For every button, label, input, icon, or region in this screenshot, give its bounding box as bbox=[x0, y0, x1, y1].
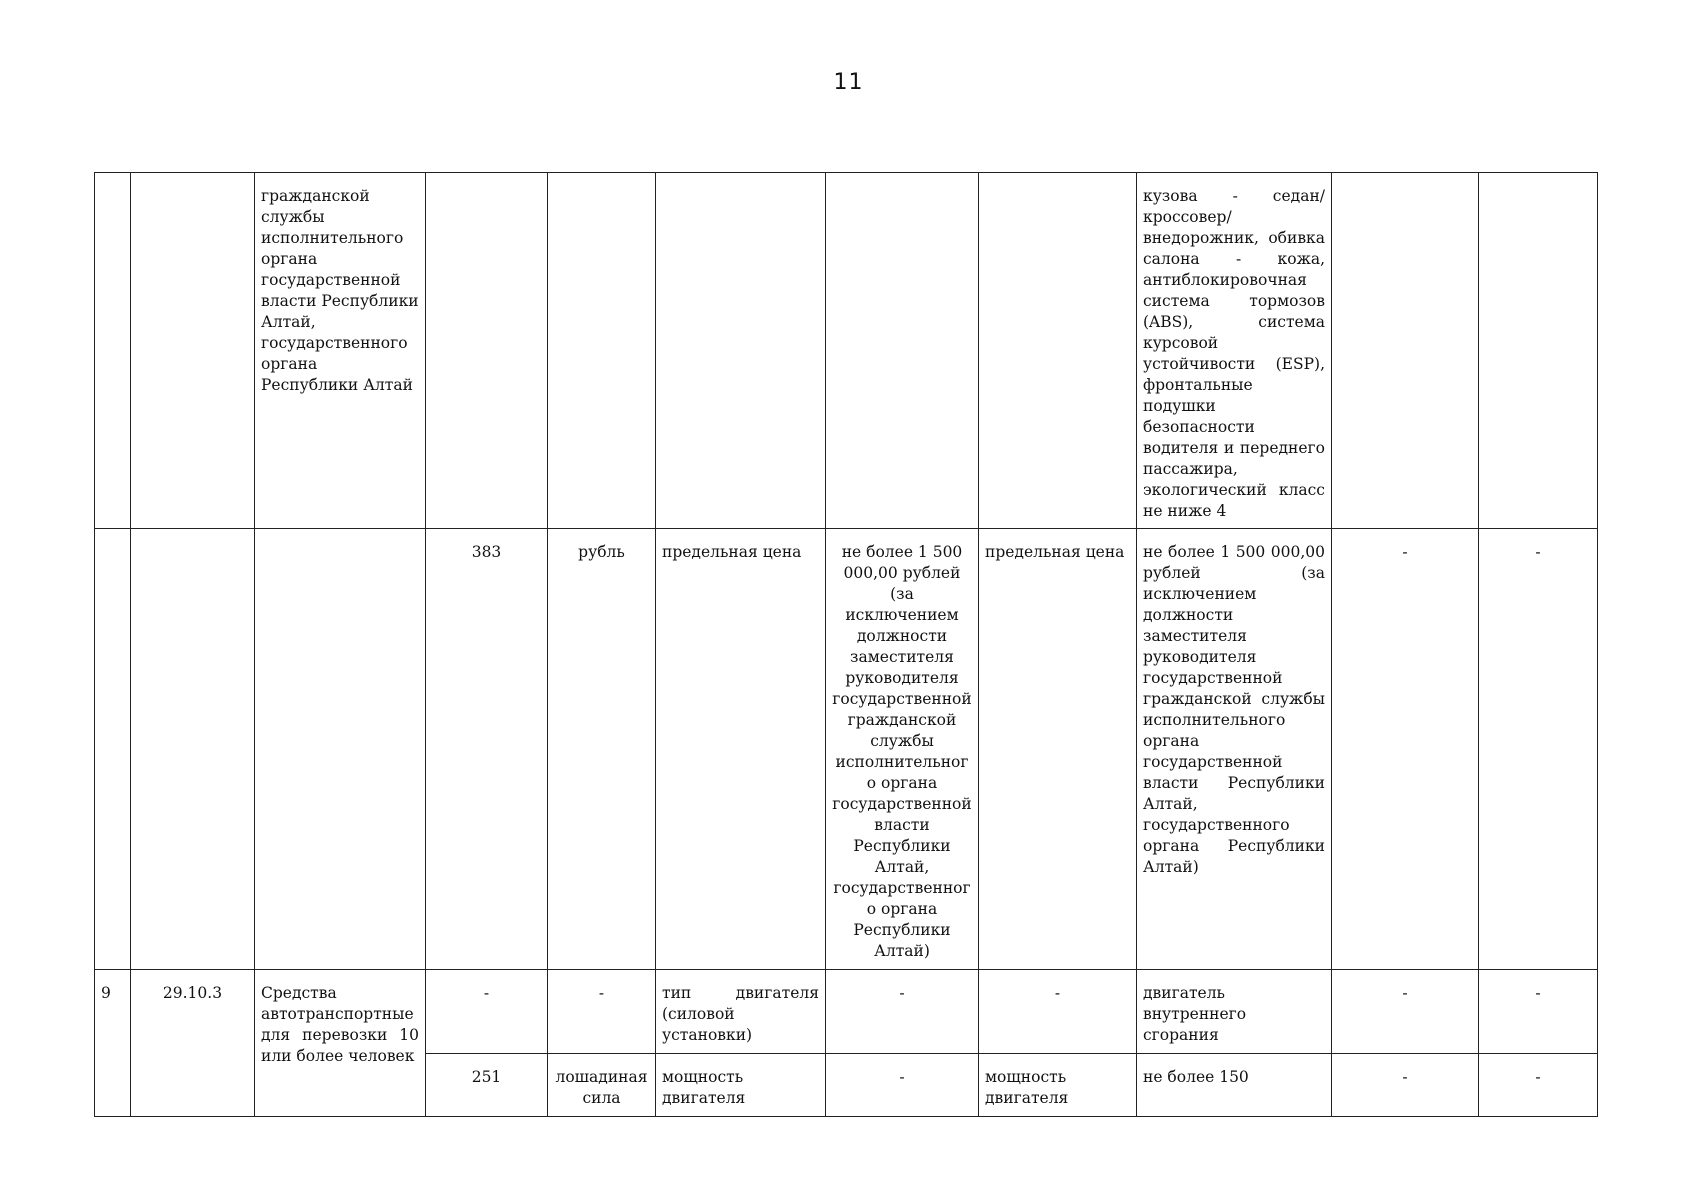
cell-number: 9 bbox=[95, 970, 131, 1117]
page-number: 11 bbox=[833, 70, 864, 95]
cell-characteristic-spec: предельная цена bbox=[979, 529, 1137, 970]
cell-okei-code: 251 bbox=[426, 1054, 548, 1117]
cell-okei-code: 383 bbox=[426, 529, 548, 970]
cell-value-spec: двигатель внутреннего сгорания bbox=[1137, 970, 1332, 1054]
cell-okpd-code bbox=[131, 173, 255, 529]
cell-position-name: гражданской службы исполнительного органа государственной власти Республики Алтай, государственного органа Республики Алтай bbox=[255, 173, 426, 529]
cell-okei-code: - bbox=[426, 970, 548, 1054]
cell-characteristic: предельная цена bbox=[656, 529, 826, 970]
cell-extra-1: - bbox=[1332, 529, 1479, 970]
cell-characteristic bbox=[656, 173, 826, 529]
cell-number bbox=[95, 173, 131, 529]
cell-extra-1: - bbox=[1332, 1054, 1479, 1117]
cell-okei-code bbox=[426, 173, 548, 529]
cell-value-spec: не более 150 bbox=[1137, 1054, 1332, 1117]
cell-unit: лошадиная сила bbox=[548, 1054, 656, 1117]
cell-number bbox=[95, 529, 131, 970]
cell-okpd-code bbox=[131, 529, 255, 970]
cell-extra-1: - bbox=[1332, 970, 1479, 1054]
table-row-item-9-engine-type bbox=[95, 970, 1598, 1054]
cell-unit: рубль bbox=[548, 529, 656, 970]
cell-unit: - bbox=[548, 970, 656, 1054]
cell-position-name bbox=[255, 529, 426, 970]
cell-value-spec: не более 1 500 000,00 рублей (за исключением должности заместителя руководителя государственной гражданской службы исполнительного органа государственной власти Республики Алтай, государственного органа Республики Алтай) bbox=[1137, 529, 1332, 970]
cell-characteristic-spec: мощность двигателя bbox=[979, 1054, 1137, 1117]
cell-characteristic-spec: - bbox=[979, 970, 1137, 1054]
cell-value-approved: - bbox=[826, 1054, 979, 1117]
cell-value-spec: кузова - седан/кроссовер/внедорожник, обивка салона - кожа, антиблокировочная система тормозов (ABS), система курсовой устойчивости (ESP), фронтальные подушки безопасности водителя и переднего пассажира, экологический класс не ниже 4 bbox=[1137, 173, 1332, 529]
cell-characteristic: мощность двигателя bbox=[656, 1054, 826, 1117]
cell-unit bbox=[548, 173, 656, 529]
table-row-price bbox=[95, 529, 1598, 970]
cell-extra-2: - bbox=[1479, 970, 1598, 1054]
cell-characteristic: тип двигателя (силовой установки) bbox=[656, 970, 826, 1054]
cell-okpd-code: 29.10.3 bbox=[131, 970, 255, 1117]
cell-extra-2: - bbox=[1479, 1054, 1598, 1117]
cell-value-approved bbox=[826, 173, 979, 529]
cell-characteristic-spec bbox=[979, 173, 1137, 529]
cell-extra-2 bbox=[1479, 173, 1598, 529]
requirements-table bbox=[94, 172, 1598, 1117]
cell-value-approved: не более 1 500 000,00 рублей (за исключением должности заместителя руководителя государственной гражданской службы исполнительного органа государственной власти Республики Алтай, государственного органа Республики Алтай) bbox=[826, 529, 979, 970]
cell-extra-2: - bbox=[1479, 529, 1598, 970]
cell-position-name: Средства автотранспортные для перевозки 10 или более человек bbox=[255, 970, 426, 1117]
cell-extra-1 bbox=[1332, 173, 1479, 529]
cell-value-approved: - bbox=[826, 970, 979, 1054]
table-row-continuation bbox=[95, 173, 1598, 529]
